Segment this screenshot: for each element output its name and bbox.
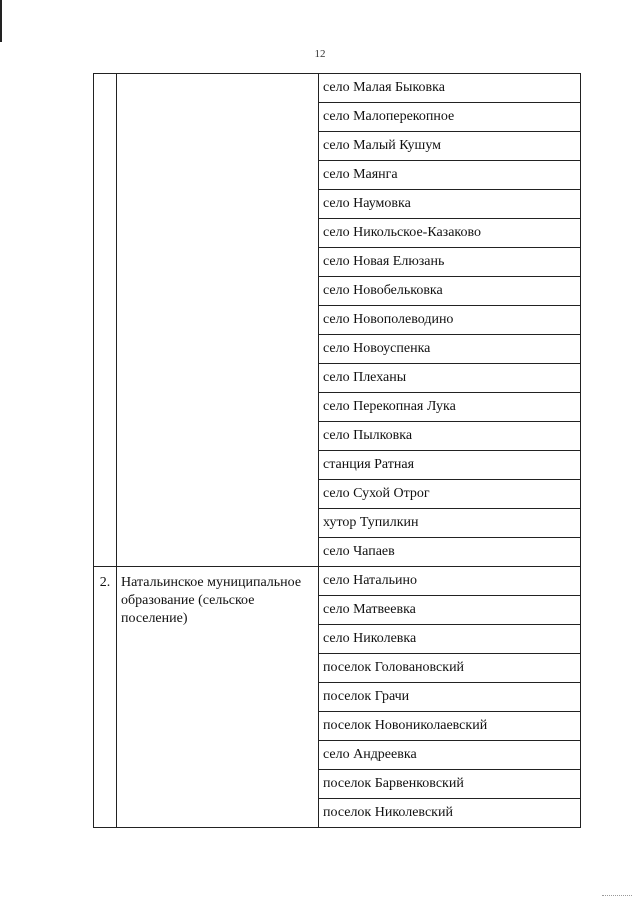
settlement-cell: село Чапаев [319, 538, 581, 567]
settlement-cell: село Матвеевка [319, 596, 581, 625]
settlement-cell: поселок Новониколаевский [319, 712, 581, 741]
settlement-cell: село Перекопная Лука [319, 393, 581, 422]
settlement-cell: хутор Тупилкин [319, 509, 581, 538]
settlement-cell: село Сухой Отрог [319, 480, 581, 509]
settlement-cell: село Новая Елюзань [319, 248, 581, 277]
settlement-cell: село Андреевка [319, 741, 581, 770]
settlement-cell: село Маянга [319, 161, 581, 190]
settlement-cell: село Малая Быковка [319, 74, 581, 103]
settlement-cell: село Новополеводино [319, 306, 581, 335]
row-number-cell: 2. [94, 567, 117, 828]
settlement-cell: станция Ратная [319, 451, 581, 480]
settlement-cell: село Малоперекопное [319, 103, 581, 132]
settlement-cell: село Наумовка [319, 190, 581, 219]
settlement-cell: поселок Голованoвский [319, 654, 581, 683]
settlement-cell: поселок Грачи [319, 683, 581, 712]
settlement-cell: село Николевка [319, 625, 581, 654]
municipality-name: Натальинское муниципальное образование (сельское поселение) [117, 567, 319, 828]
settlement-cell: село Пылковка [319, 422, 581, 451]
settlements-table [93, 73, 581, 828]
settlement-cell: поселок Николевский [319, 799, 581, 828]
settlement-cell: село Плеханы [319, 364, 581, 393]
settlement-cell: поселок Барвенковский [319, 770, 581, 799]
settlement-cell: село Новобельковка [319, 277, 581, 306]
settlement-cell: село Малый Кушум [319, 132, 581, 161]
settlement-cell: село Никольское-Казаково [319, 219, 581, 248]
municipality-cell [117, 74, 319, 567]
scan-artifact [602, 895, 632, 897]
settlement-cell: село Натальино [319, 567, 581, 596]
table-row [94, 567, 581, 596]
row-number-cell [94, 74, 117, 567]
settlement-cell: село Новоуспенка [319, 335, 581, 364]
table-row [94, 74, 581, 103]
scan-edge-mark [0, 0, 2, 42]
page-number: 12 [314, 48, 326, 60]
